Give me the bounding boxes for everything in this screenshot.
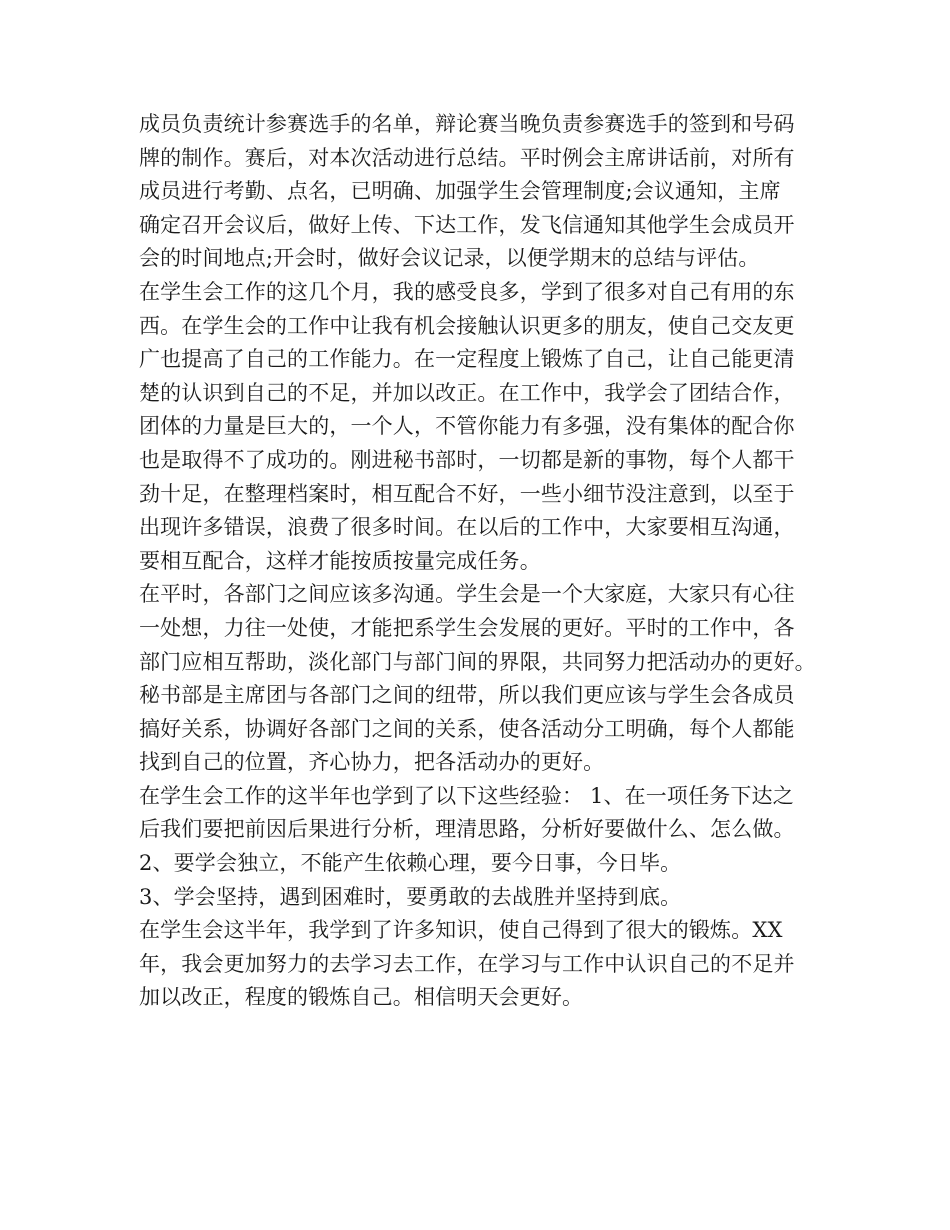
text-line: 在学生会工作的这几个月，我的感受良多，学到了很多对自己有用的东 [139,279,795,304]
text-line: 确定召开会议后，做好上传、下达工作，发飞信通知其他学生会成员开 [139,212,795,237]
text-line: 西。在学生会的工作中让我有机会接触认识更多的朋友，使自己交友更 [139,313,795,338]
text-line: 3、学会坚持，遇到困难时，要勇敢的去战胜并坚持到底。 [139,884,682,909]
text-line: 2、要学会独立，不能产生依赖心理，要今日事，今日毕。 [139,851,682,876]
text-line: 年，我会更加努力的去学习去工作，在学习与工作中认识自己的不足并 [139,951,795,976]
text-line: 搞好关系，协调好各部门之间的关系，使各活动分工明确，每个人都能 [139,716,795,741]
text-line: 成员负责统计参赛选手的名单，辩论赛当晚负责参赛选手的签到和号码 [139,112,795,136]
text-line: 成员进行考勤、点名，已明确、加强学生会管理制度;会议通知，主席 [139,179,781,204]
document-body [139,108,839,1015]
text-line: 要相互配合，这样才能按质按量完成任务。 [139,548,541,573]
text-line: 出现许多错误，浪费了很多时间。在以后的工作中，大家要相互沟通， [139,515,795,540]
text-line: 后我们要把前因后果进行分析，理清思路，分析好要做什么、怎么做。 [139,817,795,842]
text-line: 楚的认识到自己的不足，并加以改正。在工作中，我学会了团结合作， [139,380,795,405]
text-line: 在学生会工作的这半年也学到了以下这些经验： 1、在一项任务下达之 [139,783,794,808]
text-line: 劲十足，在整理档案时，相互配合不好，一些小细节没注意到，以至于 [139,481,795,506]
text-line: 也是取得不了成功的。刚进秘书部时，一切都是新的事物，每个人都干 [139,447,795,472]
text-line: 广也提高了自己的工作能力。在一定程度上锻炼了自己，让自己能更清 [139,347,795,372]
text-line: 一处想，力往一处使，才能把系学生会发展的更好。平时的工作中，各 [139,615,795,640]
text-line: 部门应相互帮助，淡化部门与部门间的界限，共同努力把活动办的更好。 [139,649,816,674]
text-line: 在平时，各部门之间应该多沟通。学生会是一个大家庭，大家只有心往 [139,582,795,607]
text-line: 在学生会这半年，我学到了许多知识，使自己得到了很大的锻炼。XX [139,918,783,943]
text-line: 会的时间地点;开会时，做好会议记录，以便学期末的总结与评估。 [139,246,760,271]
text-line: 秘书部是主席团与各部门之间的纽带，所以我们更应该与学生会各成员 [139,683,795,708]
text-line: 团体的力量是巨大的，一个人，不管你能力有多强，没有集体的配合你 [139,414,795,439]
text-line: 加以改正，程度的锻炼自己。相信明天会更好。 [139,985,584,1010]
text-line: 找到自己的位置，齐心协力，把各活动办的更好。 [139,750,605,775]
text-line: 牌的制作。赛后，对本次活动进行总结。平时例会主席讲话前，对所有 [139,145,795,170]
